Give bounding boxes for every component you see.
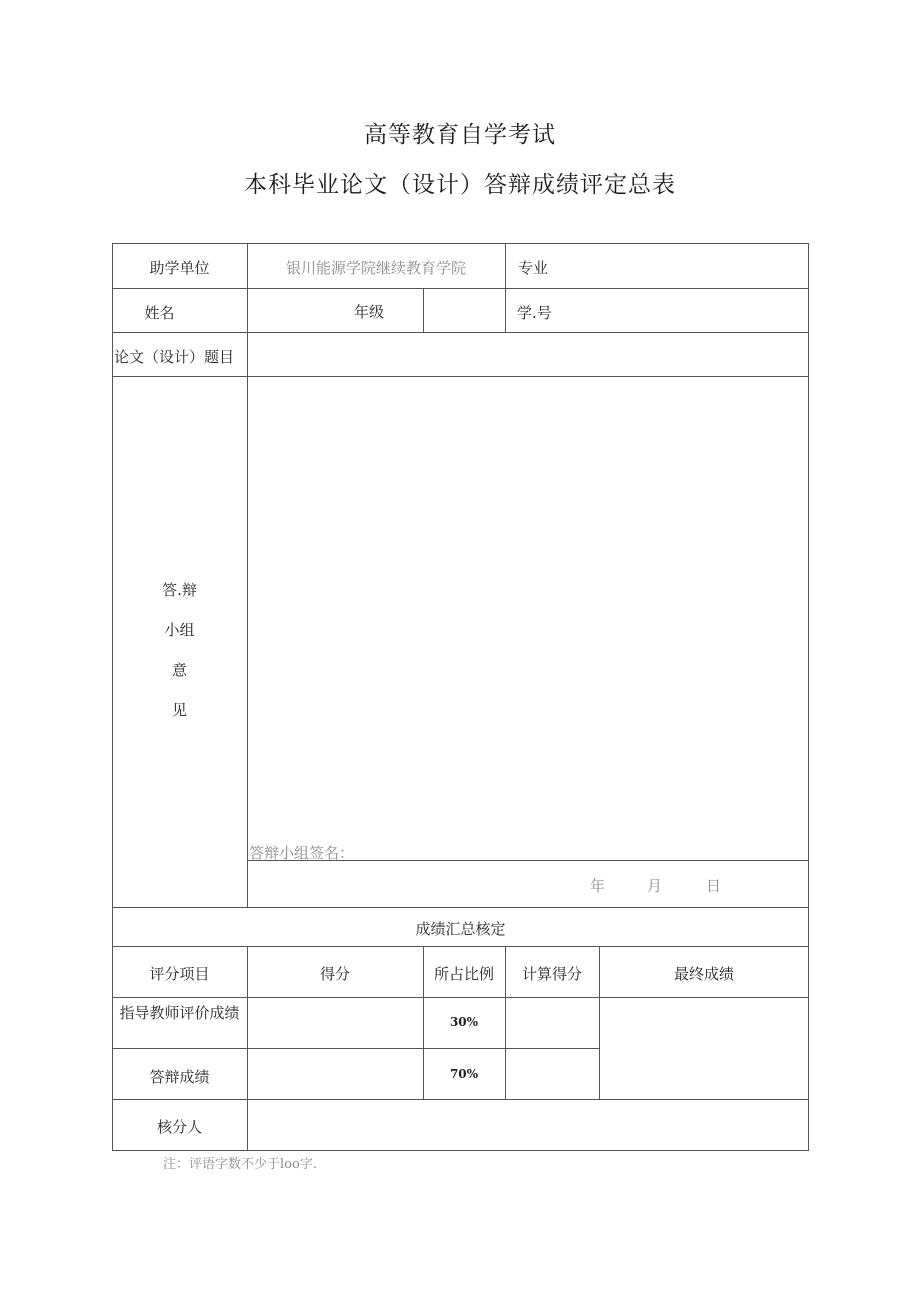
opinion-label-line: 答.辩 [162, 581, 197, 599]
row-divider [112, 997, 809, 998]
header-final: 最终成绩 [673, 965, 734, 983]
row-item-advisor: 指导教师评价成绩 [119, 1004, 240, 1022]
date-year: 年 [590, 877, 606, 895]
header-computed: 计算得分 [521, 965, 582, 983]
row-ratio-advisor: 30% [449, 1015, 479, 1029]
col-divider [423, 288, 424, 332]
unit-label: 助学单位 [149, 259, 210, 277]
row-divider [112, 376, 809, 377]
header-item: 评分项目 [149, 965, 210, 983]
header-ratio: 所占比例 [433, 965, 494, 983]
row-divider [112, 332, 809, 333]
col-divider [505, 243, 506, 332]
opinion-label-line: 小组 [164, 621, 195, 639]
reviewer-label: 核分人 [156, 1118, 202, 1136]
date-day: 日 [706, 877, 722, 895]
row-ratio-defense: 70% [449, 1067, 479, 1081]
header-score: 得分 [319, 965, 350, 983]
signature-label: 答辩小组签名： [249, 844, 355, 862]
col-divider [247, 243, 248, 907]
row-divider [112, 907, 809, 908]
unit-value: 银川能源学院继续教育学院 [285, 259, 466, 277]
row-divider [112, 1048, 600, 1049]
summary-title: 成绩汇总核定 [415, 920, 506, 938]
opinion-label-line: 见 [171, 701, 187, 719]
grade-label: 年级 [354, 303, 385, 321]
form-title: 本科毕业论文（设计）答辩成绩评定总表 [244, 172, 676, 198]
date-month: 月 [647, 877, 663, 895]
student-id-label: 学.号 [517, 304, 552, 322]
footnote: 注：评语字数不少于loo字. [163, 1157, 317, 1172]
major-label: 专业 [518, 259, 549, 277]
opinion-label-line: 意 [171, 661, 187, 679]
row-divider [112, 288, 809, 289]
thesis-title-label: 论文（设计）题目 [114, 348, 235, 366]
name-label: 姓名 [144, 304, 175, 322]
row-divider [112, 1099, 809, 1100]
row-item-defense: 答辩成绩 [149, 1068, 210, 1086]
row-divider [112, 946, 809, 947]
page-title: 高等教育自学考试 [364, 122, 556, 148]
